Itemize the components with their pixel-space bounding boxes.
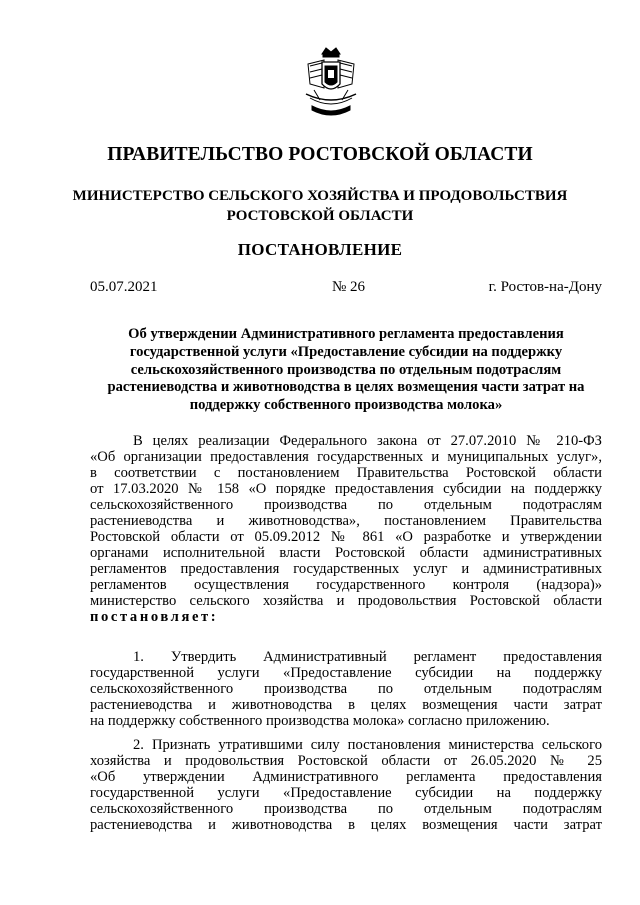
preamble-line: регламентов осуществления государственного контроля (надзора)» [90,577,602,593]
item-1-line: 1. Утвердить Административный регламент предоставления [133,649,602,665]
subject-line: сельскохозяйственного производства по отдельным подотраслям [130,361,562,378]
preamble-line: в соответствии с постановлением Правительства Ростовской области [90,465,602,481]
item-2-line: растениеводства и животноводства в целях возмещения части затрат [90,817,602,833]
preamble-line: от 17.03.2020 № 158 «О порядке предоставления субсидии на поддержку [90,481,602,497]
item-2-line: государственной услуги «Предоставление субсидии на поддержку [90,785,602,801]
document-type: ПОСТАНОВЛЕНИЕ [237,240,403,259]
item-1-line: государственной услуги «Предоставление субсидии на поддержку [90,665,602,681]
preamble-line: растениеводства и животноводства», постановлением Правительства [90,513,602,529]
preamble-line: «Об организации предоставления государственных и муниципальных услуг», [90,449,602,465]
preamble-line: министерство сельского хозяйства и продовольствия Ростовской области [90,593,602,609]
government-title: ПРАВИТЕЛЬСТВО РОСТОВСКОЙ ОБЛАСТИ [107,144,533,165]
resolves-word: постановляет: [90,609,219,625]
ministry-title-line-1: МИНИСТЕРСТВО СЕЛЬСКОГО ХОЗЯЙСТВА И ПРОДОВОЛЬСТВИЯ [72,188,568,204]
subject-line: государственной услуги «Предоставление субсидии на поддержку [129,343,563,360]
item-2-line: хозяйства и продовольствия Ростовской области от 26.05.2020 № 25 [90,753,602,769]
preamble-line: сельскохозяйственного производства по отдельным подотраслям [90,497,602,513]
subject-line: поддержку собственного производства молока» [189,397,503,414]
preamble-line: органами исполнительной власти Ростовской области административных [90,545,602,561]
item-1-line: на поддержку собственного производства молока» согласно приложению. [90,713,550,729]
item-2-line: «Об утверждении Административного регламента предоставления [90,769,602,785]
document-number: № 26 [332,279,366,295]
item-1-line: сельскохозяйственного производства по отдельным подотраслям [90,681,602,697]
preamble-line: В целях реализации Федерального закона от 27.07.2010 № 210-ФЗ [133,433,602,449]
document-date: 05.07.2021 [90,279,158,295]
preamble-line: Ростовской области от 05.09.2012 № 861 «О разработке и утверждении [90,529,602,545]
item-2-line: 2. Признать утратившими силу постановления министерства сельского [133,737,602,753]
item-2-line: сельскохозяйственного производства по отдельным подотраслям [90,801,602,817]
document-city: г. Ростов-на-Дону [488,279,602,295]
preamble-line: регламентов предоставления государственных услуг и административных [90,561,602,577]
coat-of-arms-icon [300,44,362,120]
subject-line: растениеводства и животноводства в целях возмещения части затрат на [107,379,585,396]
document-subject [90,326,602,415]
ministry-title-line-2: РОСТОВСКОЙ ОБЛАСТИ [226,208,414,224]
subject-line: Об утверждении Административного регламента предоставления [128,326,564,342]
item-1-line: растениеводства и животноводства в целях возмещения части затрат [90,697,602,713]
ministry-title [0,186,640,226]
